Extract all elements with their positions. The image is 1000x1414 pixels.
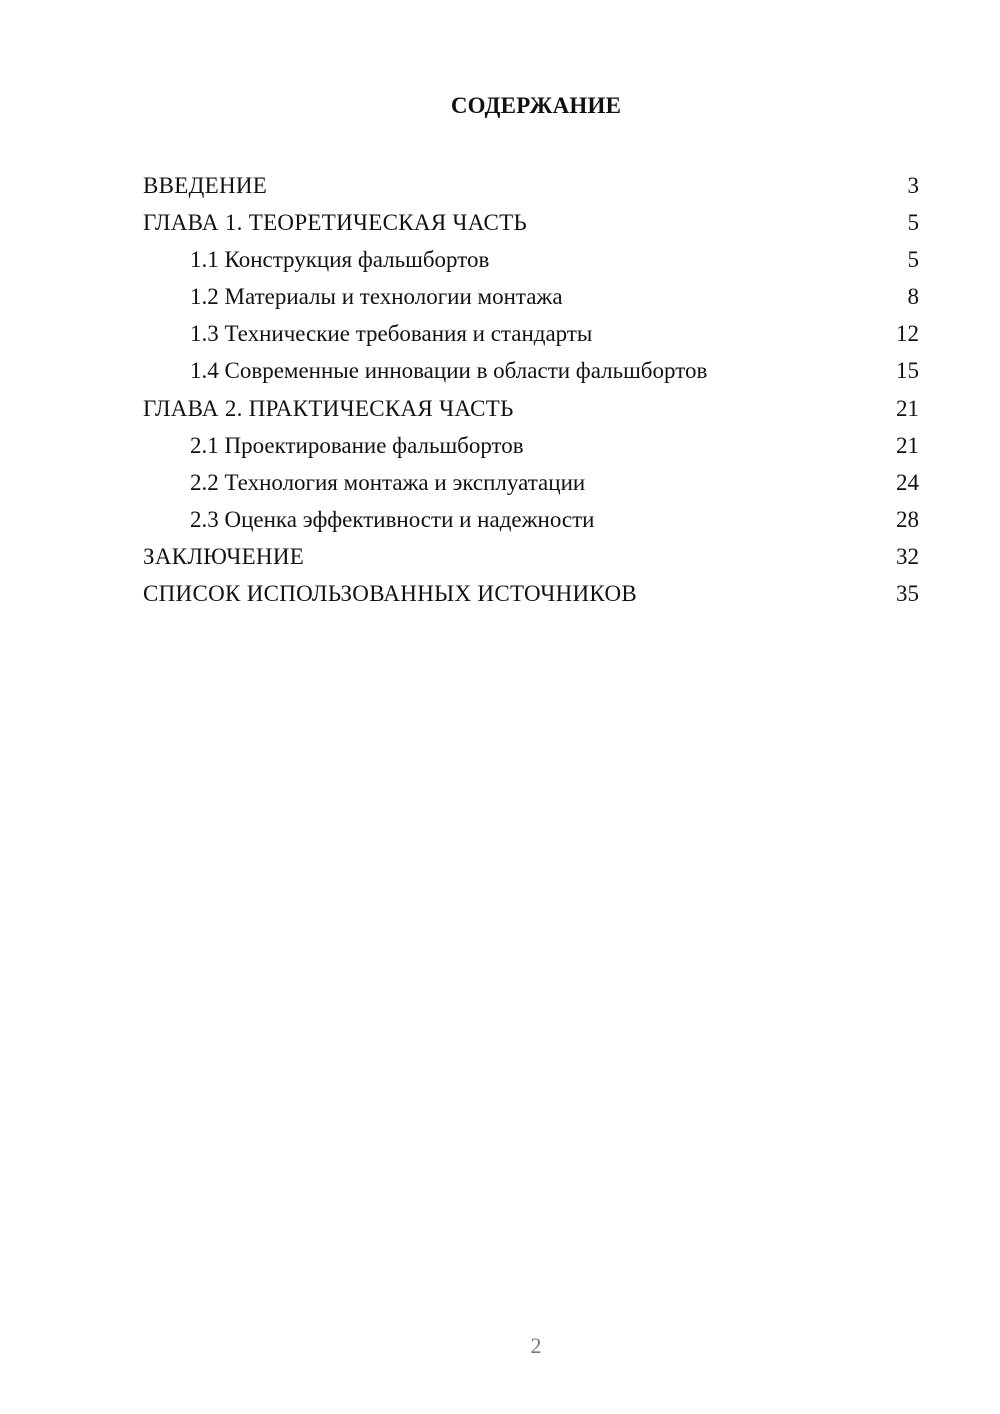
toc-entry-page: 8 (907, 284, 919, 310)
toc-entry-chapter-2[interactable] (143, 390, 919, 427)
toc-entry-label: 1.4 Современные инновации в области фальшбортов (190, 358, 708, 384)
toc-entry-label: 2.2 Технология монтажа и эксплуатации (190, 469, 586, 495)
toc-entry-section-1-1[interactable] (143, 241, 919, 278)
toc-entry-section-2-3[interactable] (143, 501, 919, 538)
table-of-contents (143, 167, 919, 612)
toc-entry-section-1-4[interactable] (143, 352, 919, 389)
toc-entry-label: 1.3 Технические требования и стандарты (190, 321, 593, 347)
toc-entry-page: 24 (896, 469, 919, 495)
toc-entry-label: 2.1 Проектирование фальшбортов (190, 432, 524, 458)
toc-entry-label: ЗАКЛЮЧЕНИЕ (143, 543, 305, 569)
toc-entry-label: 2.3 Оценка эффективности и надежности (190, 506, 595, 532)
toc-entry-page: 28 (896, 506, 919, 532)
toc-entry-introduction[interactable] (143, 167, 919, 204)
toc-entry-page: 35 (896, 581, 919, 607)
toc-entry-page: 15 (896, 358, 919, 384)
toc-entry-section-1-3[interactable] (143, 315, 919, 352)
page-number: 2 (530, 1333, 542, 1358)
toc-entry-section-1-2[interactable] (143, 278, 919, 315)
toc-entry-label: ВВЕДЕНИЕ (143, 173, 268, 198)
toc-entry-page: 3 (907, 173, 919, 198)
toc-entry-section-2-1[interactable] (143, 427, 919, 464)
toc-entry-references[interactable] (143, 575, 919, 612)
toc-entry-page: 12 (896, 321, 919, 347)
toc-entry-label: СПИСОК ИСПОЛЬЗОВАННЫХ ИСТОЧНИКОВ (143, 581, 638, 607)
toc-entry-page: 32 (896, 543, 919, 569)
toc-entry-page: 5 (907, 210, 919, 236)
toc-entry-page: 5 (907, 247, 919, 273)
toc-entry-label: ГЛАВА 2. ПРАКТИЧЕСКАЯ ЧАСТЬ (143, 395, 514, 421)
toc-entry-conclusion[interactable] (143, 538, 919, 575)
toc-entry-chapter-1[interactable] (143, 204, 919, 241)
toc-entry-label: 1.1 Конструкция фальшбортов (190, 247, 490, 273)
toc-entry-label: ГЛАВА 1. ТЕОРЕТИЧЕСКАЯ ЧАСТЬ (143, 210, 528, 236)
toc-entry-page: 21 (896, 395, 919, 421)
toc-entry-label: 1.2 Материалы и технологии монтажа (190, 284, 563, 310)
toc-entry-page: 21 (896, 432, 919, 458)
page-title: СОДЕРЖАНИЕ (450, 93, 622, 118)
toc-entry-section-2-2[interactable] (143, 464, 919, 501)
